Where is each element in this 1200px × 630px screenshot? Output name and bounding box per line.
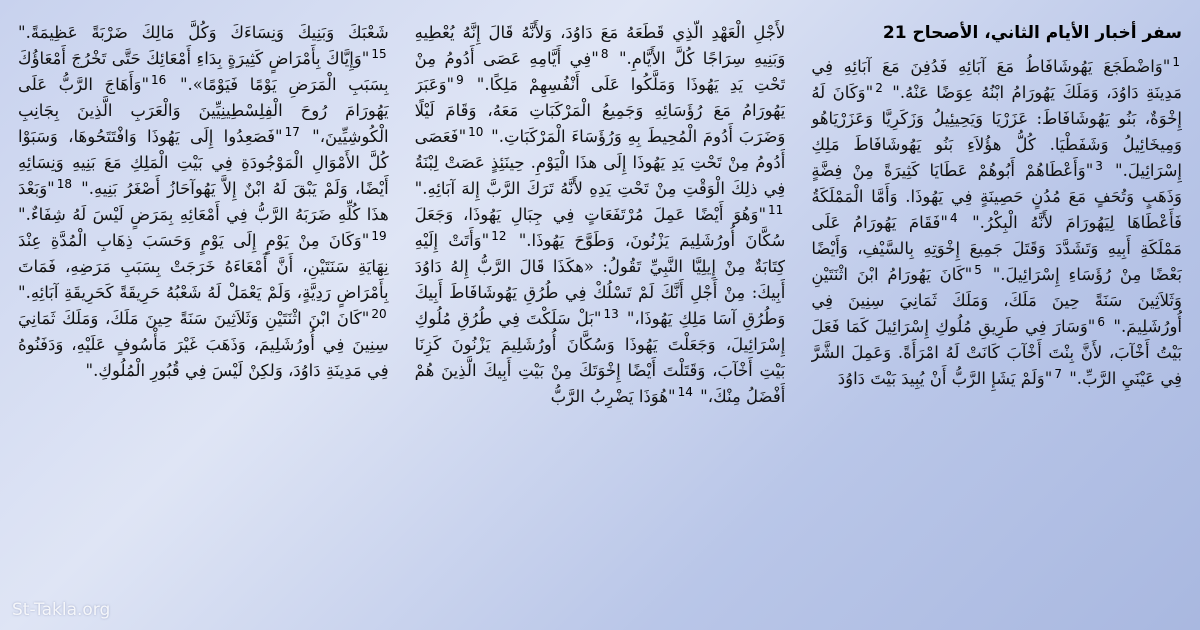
verse-text: "كَانَ يَهُورَامُ ابْنَ اثْنَتَيْنِ وَثَلاَثِينَ سَنَةً حِينَ مَلَكَ، وَمَلَكَ ثَمَانِيَ سِنِينَ فِي أُورُشَلِيمَ." [811, 265, 1182, 336]
verse-text: "وَسَارَ فِي طَرِيقِ مُلُوكِ إِسْرَائِيلَ كَمَا فَعَلَ بَيْتُ أَخْآبَ، لأَنَّ بِنْتَ أَخْآبَ كَانَتْ لَهُ امْرَأَةً. وَعَمِلَ الشَّرَّ فِي عَيْنَيِ الرَّبِّ." [811, 317, 1182, 388]
verse-number: 11 [768, 202, 784, 217]
verse-number: 7 [1054, 366, 1062, 381]
verse-text: "وَأَهَاجَ الرَّبُّ عَلَى يَهُورَامَ رُوحَ الْفِلِسْطِينِيِّينَ وَالْعَرَبِ الَّذِينَ بِجَانِبِ الْكُوشِيِّينَ،" [17, 75, 389, 146]
verse-number: 3 [1095, 158, 1103, 173]
column-text [415, 20, 786, 410]
verse-text: "فَعَصَى أَدُومُ مِنْ تَحْتِ يَدِ يَهُوذَا إِلَى هذَا الْيَوْمِ. حِينَئِذٍ عَصَتْ لِبْنَةُ فِي ذلِكَ الْوَقْتِ مِنْ تَحْتِ يَدِهِ لأَنَّهُ تَرَكَ الرَّبَّ إِلهَ آبَائِهِ." [414, 127, 786, 198]
text-column-left [18, 20, 389, 622]
verse-number: 17 [284, 124, 300, 139]
verse-number: 5 [974, 262, 982, 277]
verse-number: 14 [677, 384, 693, 399]
verse-text: "بَلْ سَلَكْتَ فِي طُرُقِ مُلُوكِ إِسْرَائِيلَ، وَجَعَلْتَ يَهُوذَا وَسُكَّانَ أُورُشَلِيمَ يَزْنُونَ كَزِنَا بَيْتِ أَخْآبَ، وَقَتَلْتَ أَيْضًا إِخْوَتَكَ مِنْ بَيْتِ أَبِيكَ الَّذِينَ هُمْ أَفْضَلُ مِنْكَ،" [414, 309, 786, 406]
verse-number: 15 [371, 46, 387, 61]
verse-number: 12 [491, 228, 507, 243]
verse-number: 4 [949, 210, 958, 225]
verse-number: 19 [371, 228, 387, 243]
verse-number: 6 [1097, 314, 1106, 329]
verse-text: "فَقَامَ يَهُورَامُ عَلَى مَمْلَكَةِ أَبِيهِ وَتَشَدَّدَ وَقَتَلَ جَمِيعَ إِخْوَتِهِ بِالسَّيْفِ، وَأَيْضًا بَعْضًا مِنْ رُؤَسَاءِ إِسْرَائِيلَ." [811, 213, 1182, 284]
verse-number: 2 [875, 80, 883, 95]
verse-number: 16 [151, 72, 167, 87]
verse-text: لأَجْلِ الْعَهْدِ الَّذِي قَطَعَهُ مَعَ دَاوُدَ، وَلأَنَّهُ قَالَ إِنَّهُ يُعْطِيهِ وَبَنِيهِ سِرَاجًا كُلَّ الأَيَّامِ." [414, 23, 786, 68]
verse-text: "وَكَانَ لَهُ إِخْوَةٌ، بَنُو يَهُوشَافَاطَ: عَزَرْيَا وَيَحِيئِيلُ وَزَكَرِيَّا وَعَزَرْيَاهُو وَمِيخَائِيلُ وَشَفَطْيَا. كُلُّ هؤُلاَءِ بَنُو يَهُوشَافَاطَ مَلِكِ إِسْرَائِيلَ." [811, 83, 1182, 180]
verse [17, 306, 389, 380]
verse-text: شَعْبَكَ وَبَنِيكَ وَنِسَاءَكَ وَكُلَّ مَالِكَ ضَرْبَةً عَظِيمَةً." [17, 23, 389, 42]
text-column-middle [415, 20, 786, 622]
verse-text: "وَهُوَ أَيْضًا عَمِلَ مُرْتَفَعَاتٍ فِي جِبَالِ يَهُوذَا، وَجَعَلَ سُكَّانَ أُورُشَلِيمَ يَزْنُونَ، وَطَوَّحَ يَهُوذَا." [414, 205, 786, 250]
verse-text: "وَعَبَرَ يَهُورَامُ مَعَ رُؤَسَائِهِ وَجَمِيعُ الْمَرْكَبَاتِ مَعَهُ، وَقَامَ لَيْلًا وَضَرَبَ أَدُومَ الْمُحِيطَ بِهِ وَرُؤَسَاءَ الْمَرْكَبَاتِ." [414, 75, 786, 146]
verse-number: 10 [468, 124, 484, 139]
verse-text: "وَإِيَّاكَ بِأَمْرَاضٍ كَثِيرَةٍ بِدَاءِ أَمْعَائِكَ حَتَّى تَخْرُجَ أَمْعَاؤُكَ بِسَبَبِ الْمَرَضِ يَوْمًا فَيَوْمًا»." [17, 49, 389, 94]
verse-number: 8 [600, 46, 609, 61]
verse [550, 384, 695, 406]
verse [18, 23, 389, 42]
verse [17, 228, 389, 302]
verse-number: 18 [56, 176, 73, 191]
verse-text: "هُوَذَا يَضْرِبُ الرَّبُّ [550, 387, 676, 406]
column-text [811, 54, 1182, 392]
verse-text: "وَأَتَتْ إِلَيْهِ كِتَابَةٌ مِنْ إِيلِيَّا النَّبِيِّ تَقُولُ: «هكَذَا قَالَ الرَّبُّ إِلهُ دَاوُدَ أَبِيكَ: مِنْ أَجْلِ أَنَّكَ لَمْ تَسْلُكْ فِي طُرُقِ يَهُوشَافَاطَ أَبِيكَ وَطُرُقِ آسَا مَلِكِ يَهُوذَا،" [414, 231, 786, 328]
verse-number: 9 [456, 72, 464, 87]
verse-text: "وَلَمْ يَشَإِ الرَّبُّ أَنْ يُبِيدَ بَيْتَ دَاوُدَ [837, 369, 1053, 388]
verse-number: 20 [371, 306, 387, 321]
verse-number: 13 [603, 306, 619, 321]
verse-text: "وَكَانَ مِنْ يَوْمٍ إِلَى يَوْمٍ وَحَسَبَ ذِهَابِ الْمُدَّةِ عِنْدَ نِهَايَةِ سَنَتَيْنِ، أَنَّ أَمْعَاءَهُ خَرَجَتْ بِسَبَبِ مَرَضِهِ، فَمَاتَ بِأَمْرَاضٍ رَدِيَّةٍ، وَلَمْ يَعْمَلْ لَهُ شَعْبُهُ حَرِيقَةً كَحَرِيقَةِ آبَائِهِ." [17, 231, 389, 302]
verse-text: "وَاضْطَجَعَ يَهُوشَافَاطُ مَعَ آبَائِهِ فَدُفِنَ مَعَ آبَائِهِ فِي مَدِينَةِ دَاوُدَ، وَمَلَكَ يَهُورَامُ ابْنُهُ عِوَضًا عَنْهُ." [811, 57, 1182, 102]
verse-text: "وَأَعْطَاهُمْ أَبُوهُمْ عَطَايَا كَثِيرَةً مِنْ فِضَّةٍ وَذَهَبٍ وَتُحَفٍ مَعَ مُدُنٍ حَصِينَةٍ فِي يَهُوذَا. وَأَمَّا الْمَمْلَكَةُ فَأَعْطَاهَا لِيَهُورَامَ لأَنَّهُ الْبِكْرُ." [811, 161, 1182, 232]
verse [837, 366, 1064, 388]
chapter-title: سفر أخبار الأيام الثاني، الأصحاح 21 [882, 23, 1182, 43]
site-watermark: St-Takla.org [12, 600, 111, 620]
verse-text: "فَصَعِدُوا إِلَى يَهُوذَا وَافْتَتَحُوهَا، وَسَبَوْا كُلَّ الأَمْوَالِ الْمَوْجُودَةِ فِي بَيْتِ الْمَلِكِ مَعَ بَنِيهِ وَنِسَائِهِ أَيْضًا، وَلَمْ يَبْقَ لَهُ ابْنٌ إِلاَّ يَهُوآحَازُ أَصْغَرُ بَنِيهِ." [17, 127, 389, 198]
verse-text: "فِي أَيَّامِهِ عَصَى أَدُومُ مِنْ تَحْتِ يَدِ يَهُوذَا وَمَلَّكُوا عَلَى أَنْفُسِهِمْ مَلِكًا." [414, 49, 786, 94]
verse-text: "وَبَعْدَ هذَا كُلِّهِ ضَرَبَهُ الرَّبُّ فِي أَمْعَائِهِ بِمَرَضٍ لَيْسَ لَهُ شِفَاءٌ." [17, 179, 389, 224]
column-text [18, 20, 389, 384]
verse-number: 1 [1172, 54, 1180, 69]
verse-text: "كَانَ ابْنَ اثْنَتَيْنِ وَثَلاَثِينَ سَنَةً حِينَ مَلَكَ، وَمَلَكَ ثَمَانِيَ سِنِينَ فِي أُورُشَلِيمَ، وَذَهَبَ غَيْرَ مَأْسُوفٍ عَلَيْهِ، وَدَفَنُوهُ فِي مَدِينَةِ دَاوُدَ، وَلكِنْ لَيْسَ فِي قُبُورِ الْمُلُوكِ." [17, 309, 389, 380]
text-column-right [811, 20, 1182, 622]
